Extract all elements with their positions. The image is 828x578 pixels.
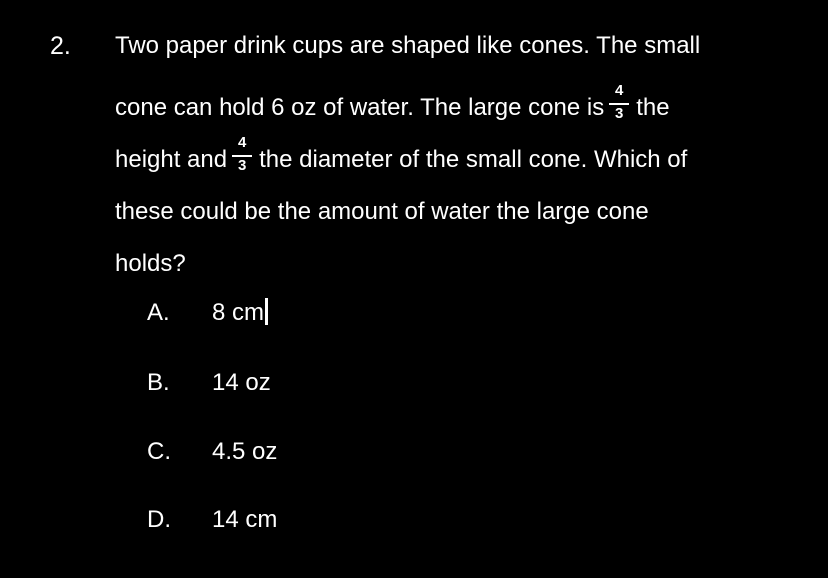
option-letter: C. xyxy=(147,438,171,465)
fraction-numerator: 4 xyxy=(615,81,624,99)
option-value: 14 oz xyxy=(212,369,271,396)
stem-text: the xyxy=(636,94,670,121)
stem-line-1: Two paper drink cups are shaped like cones. The small xyxy=(115,32,701,59)
fraction-denominator: 3 xyxy=(237,156,247,174)
option-value: 4.5 oz xyxy=(212,438,278,465)
stem-line-4: these could be the amount of water the large cone xyxy=(115,198,649,225)
fraction-four-thirds xyxy=(608,81,630,125)
option-letter: B. xyxy=(147,369,170,396)
question-number: 2. xyxy=(50,32,71,60)
text-cursor xyxy=(265,298,268,325)
question-stem xyxy=(115,30,805,290)
stem-line-3 xyxy=(115,134,805,186)
stem-text: height and xyxy=(115,146,228,173)
stem-line-2 xyxy=(115,82,805,134)
option-value: 8 cm xyxy=(212,299,265,326)
fraction-denominator: 3 xyxy=(615,104,624,122)
option-letter: D. xyxy=(147,506,171,533)
option-value-editable[interactable] xyxy=(212,298,268,328)
option-letter: A. xyxy=(147,299,170,326)
stem-text: the diameter of the small cone. Which of xyxy=(259,146,688,173)
fraction-numerator: 4 xyxy=(237,133,247,151)
stem-text: cone can hold 6 oz of water. The large cone is xyxy=(115,94,605,121)
fraction-four-thirds xyxy=(231,133,253,177)
stem-line-5: holds? xyxy=(115,250,186,277)
option-value: 14 cm xyxy=(212,506,278,533)
